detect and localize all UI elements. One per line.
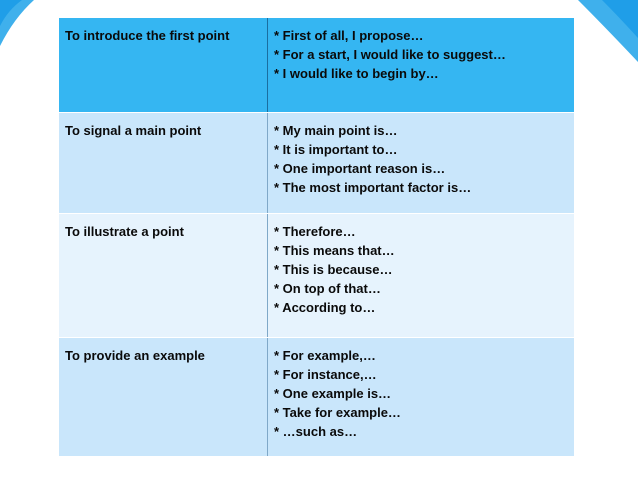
- table-row: [59, 214, 575, 338]
- phrase: * One important reason is…: [274, 161, 446, 176]
- phrase-list: [268, 338, 575, 457]
- phrase: * Take for example…: [274, 405, 401, 420]
- phrase-list: [268, 113, 575, 214]
- phrase: * For example,…: [274, 348, 376, 363]
- phrase: * This means that…: [274, 243, 395, 258]
- phrase: * I would like to begin by…: [274, 66, 439, 81]
- phrase: * …such as…: [274, 424, 358, 439]
- phrase: * This is because…: [274, 262, 393, 277]
- row-label: To signal a main point: [59, 113, 268, 214]
- row-label: To provide an example: [59, 338, 268, 457]
- phrase: * For a start, I would like to suggest…: [274, 47, 506, 62]
- phrase: * The most important factor is…: [274, 180, 472, 195]
- phrase: * First of all, I propose…: [274, 28, 424, 43]
- phrase: * My main point is…: [274, 123, 398, 138]
- phrase-list: [268, 18, 575, 113]
- phrase: * According to…: [274, 300, 376, 315]
- phrase: * For instance,…: [274, 367, 377, 382]
- table-row: [59, 113, 575, 214]
- table-row: [59, 18, 575, 113]
- phrase: * One example is…: [274, 386, 392, 401]
- table-row: [59, 338, 575, 457]
- row-label: To illustrate a point: [59, 214, 268, 338]
- phrases-table: [59, 18, 575, 456]
- phrase: * Therefore…: [274, 224, 356, 239]
- row-label: To introduce the first point: [59, 18, 268, 113]
- phrase-list: [268, 214, 575, 338]
- phrase: * It is important to…: [274, 142, 398, 157]
- phrase: * On top of that…: [274, 281, 381, 296]
- corner-decoration-top-left: [0, 0, 64, 64]
